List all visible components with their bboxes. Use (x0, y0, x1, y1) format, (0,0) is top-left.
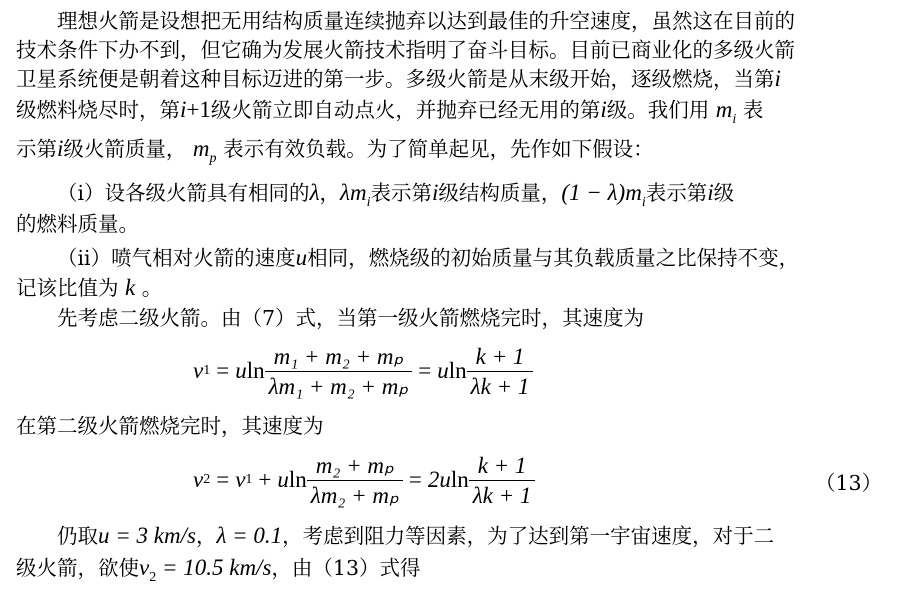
v2-lhs: v (193, 467, 204, 492)
text-run: 示第 (16, 137, 57, 161)
var-i: i (774, 66, 781, 91)
text-run: 级火箭，欲使 (16, 556, 139, 580)
equation-number: （13） (815, 471, 883, 495)
ln-operator: ln (246, 358, 265, 383)
subscript: i (366, 195, 371, 210)
lambda: λ (309, 180, 320, 205)
text-run: 技术条件下办不到，但它确为发展火箭技术指明了奋斗目标。目前已商业化的多级火箭 (16, 38, 795, 62)
text-run: 级燃料烧尽时，第 (16, 98, 180, 122)
equals-sign: = (216, 467, 230, 492)
fraction-mass-ratio (265, 342, 413, 401)
text-run: ，由（13）式得 (271, 556, 421, 580)
fraction-denominator: λm₂ + mₚ (310, 482, 399, 508)
text-run: （i）设各级火箭具有相同的 (57, 181, 310, 205)
paragraph-1-line-3 (16, 64, 913, 94)
text-run: 卫星系统便是朝着这种目标迈进的第一步。多级火箭是从末级开始，逐级燃烧，当第 (16, 67, 775, 91)
v1-lhs: v (193, 358, 204, 383)
equals-sign: = (418, 358, 432, 383)
var-u: u (277, 467, 289, 492)
var-u: u (235, 358, 247, 383)
text-run: 表 (742, 98, 764, 122)
paragraph-1-line-5 (16, 134, 913, 164)
u-value: u = 3 km/s (98, 523, 196, 548)
subscript: i (641, 195, 646, 210)
lambda-m: λm (340, 180, 367, 205)
fraction-numerator: m₁ + m₂ + mₚ (265, 342, 413, 372)
subscript: 1 (245, 472, 253, 487)
text-run: 在第二级火箭燃烧完时，其速度为 (16, 414, 324, 438)
text-consider-two-stage (57, 303, 913, 333)
text-run: 表示第 (370, 181, 432, 205)
var-m: m (715, 97, 733, 122)
plus-one: +1 (186, 97, 211, 122)
ln-operator: ln (450, 467, 469, 492)
fraction-denominator: λk + 1 (470, 373, 530, 399)
text-run: 级火箭立即自动点火，并抛弃已经无用的第 (210, 98, 601, 122)
var-u: u (437, 358, 449, 383)
text-run: （ii）喷气相对火箭的速度 (57, 246, 296, 270)
fraction-k-ratio (469, 451, 536, 510)
fraction-k-ratio (467, 342, 534, 401)
expr: (1 − λ) (561, 180, 626, 205)
text-run: 级结构质量， (438, 181, 562, 205)
text-run: 仍取 (57, 524, 98, 548)
text-run: 表示有效负载。为了简单起见，先作如下假设： (223, 137, 654, 161)
assumption-2-line-2 (16, 273, 913, 303)
text-run: 的燃料质量。 (16, 212, 139, 236)
ln-operator: ln (288, 467, 307, 492)
subscript: 1 (203, 363, 211, 378)
fraction-mass-ratio (307, 451, 403, 510)
text-final-line-1 (57, 521, 913, 551)
paragraph-1-line-1 (57, 6, 913, 36)
text-run: ， (195, 524, 217, 548)
text-run: 。 (141, 276, 163, 300)
fraction-denominator: λk + 1 (472, 482, 532, 508)
subscript: 2 (203, 472, 211, 487)
equation-v2 (193, 448, 535, 512)
assumption-1-line-1 (57, 178, 913, 208)
text-run: ， (319, 181, 341, 205)
paragraph-1-line-2 (16, 35, 913, 65)
text-run: 表示第 (645, 181, 708, 205)
var-i: i (432, 180, 439, 205)
var-i: i (707, 180, 714, 205)
text-run: 先考虑二级火箭。由（7）式，当第一级火箭燃烧完时，其速度为 (57, 306, 645, 330)
equals-sign: = (408, 467, 422, 492)
text-second-stage (16, 411, 913, 441)
v2-value: = 10.5 km/s (156, 555, 272, 580)
var-v: v (139, 555, 150, 580)
equals-sign: = (216, 358, 230, 383)
coefficient-2u: 2u (427, 467, 451, 492)
subscript: 2 (149, 570, 157, 585)
fraction-denominator: λm₁ + m₂ + mₚ (268, 373, 409, 399)
var-i: i (600, 97, 607, 122)
subscript: i (732, 112, 737, 127)
fraction-numerator: m₂ + mₚ (307, 451, 403, 481)
text-run: 级 (713, 181, 735, 205)
var-k: k (125, 275, 136, 300)
fraction-numerator: k + 1 (469, 451, 536, 481)
text-run: ，考虑到阻力等因素，为了达到第一宇宙速度，对于二 (282, 524, 775, 548)
var-i: i (57, 136, 64, 161)
var-i: i (180, 97, 187, 122)
lambda-value: λ = 0.1 (216, 523, 283, 548)
var-m: m (192, 136, 210, 161)
text-run: 级火箭质量， (63, 137, 187, 161)
paragraph-1-line-4 (16, 95, 913, 125)
equation-v1 (193, 339, 533, 403)
text-run: 级。我们用 (606, 98, 710, 122)
ln-operator: ln (448, 358, 467, 383)
assumption-2-line-1 (57, 243, 913, 273)
assumption-1-line-2 (16, 209, 913, 239)
subscript: p (209, 151, 217, 166)
var-m: m (625, 180, 642, 205)
text-run: 理想火箭是设想把无用结构质量连续抛弃以达到最佳的升空速度，虽然这在目前的 (57, 9, 795, 33)
plus-sign: + (258, 467, 272, 492)
text-final-line-2 (16, 553, 913, 583)
var-v: v (235, 467, 246, 492)
text-run: 记该比值为 (16, 276, 119, 300)
fraction-numerator: k + 1 (467, 342, 534, 372)
text-run: 相同，燃烧级的初始质量与其负载质量之比保持不变， (307, 246, 800, 270)
var-u: u (295, 245, 308, 270)
